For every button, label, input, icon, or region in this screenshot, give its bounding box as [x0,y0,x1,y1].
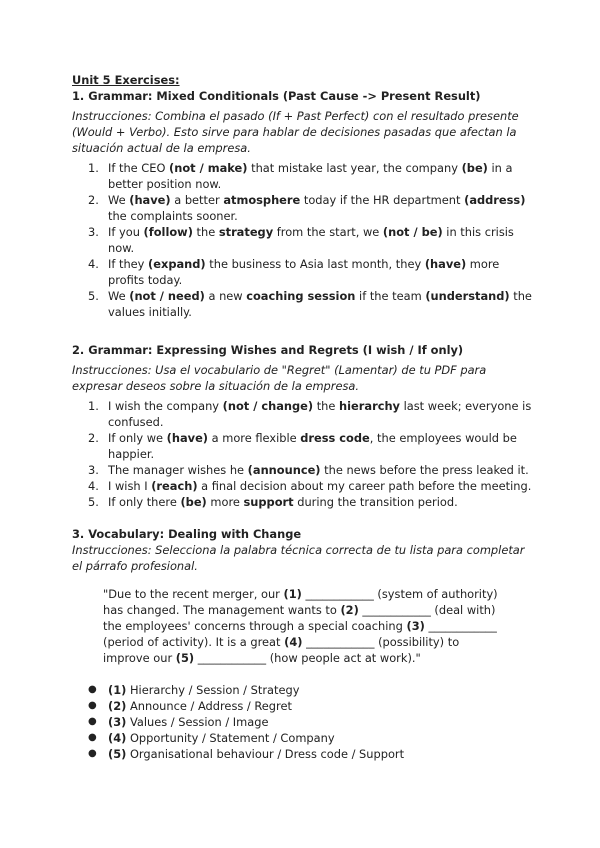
bold-term: (be) [180,495,207,509]
bullet-icon: ● [88,684,97,695]
text-fragment: We [108,193,130,207]
bold-term: (expand) [148,257,206,271]
section2-exercise-list [72,398,532,510]
option-text: Organisational behaviour / Dress code / Support [126,747,405,761]
exercise-number: 2. [88,431,99,445]
text-fragment: a better [170,193,224,207]
text-fragment: the [313,399,340,413]
option-text: Opportunity / Statement / Company [126,731,335,745]
exercise-number: 4. [88,257,99,271]
section1-heading: 1. Grammar: Mixed Conditionals (Past Cause -> Present Result) [72,89,481,103]
exercise-number: 3. [88,225,99,239]
section1-instructions: Instrucciones: Combina el pasado (If + Past Perfect) con el resultado presente (Would + Verbo). Esto sirve para hablar de decisiones pasadas que afectan la situación actual de la empresa. [72,109,519,155]
text-fragment: ____________ (system of authority) has changed. The management wants to [103,587,498,617]
text-fragment: the [192,225,219,239]
option-text: Values / Session / Image [126,715,269,729]
bold-term: support [243,495,294,509]
text-fragment: in this crisis now. [108,225,514,255]
bold-term: strategy [218,225,274,239]
bullet-icon: ● [88,700,97,711]
exercise-item [72,160,532,192]
bold-term: (have) [166,431,209,445]
text-fragment: If they [108,257,149,271]
text-fragment: the values initially. [108,289,532,319]
text-fragment: the complaints sooner. [108,209,238,223]
vocabulary-options-list [72,682,532,762]
bold-term: (1) [283,587,302,601]
text-fragment: more profits today. [108,257,500,287]
section2-instructions: Instrucciones: Usa el vocabulario de "Regret" (Lamentar) de tu PDF para expresar deseos sobre la situación de la empresa. [72,363,487,393]
option-text: Hierarchy / Session / Strategy [126,683,300,697]
option-text: Announce / Address / Regret [126,699,292,713]
text-fragment: today if the HR department [300,193,465,207]
exercise-item [72,398,532,430]
exercise-number: 5. [88,289,99,303]
exercise-item [72,494,532,510]
section3-heading: 3. Vocabulary: Dealing with Change [72,527,302,541]
bold-term: (understand) [425,289,510,303]
bullet-icon: ● [88,748,97,759]
bold-term: atmosphere [223,193,301,207]
exercise-item [72,224,532,256]
vocabulary-option [72,682,532,698]
text-fragment: , the employees would be happier. [108,431,517,461]
bold-term: (follow) [143,225,193,239]
exercise-number: 2. [88,193,99,207]
bold-term: (have) [424,257,467,271]
text-fragment: ____________ (how people act at work)." [194,651,421,665]
bold-term: (3) [406,619,425,633]
bold-term: (reach) [151,479,198,493]
text-fragment: If only there [108,495,181,509]
bold-term: (4) [284,635,303,649]
text-fragment: ____________ (deal with) the employees' concerns through a special coaching [103,603,496,633]
bold-term: (not / need) [129,289,205,303]
vocabulary-option [72,746,532,762]
text-fragment: a more flexible [208,431,301,445]
bold-term: coaching session [246,289,356,303]
bold-term: (not / change) [222,399,314,413]
text-fragment: If you [108,225,144,239]
text-fragment: last week; everyone is confused. [108,399,532,429]
text-fragment: a final decision about my career path before the meeting. [197,479,532,493]
bold-term: (have) [129,193,171,207]
text-fragment: during the transition period. [293,495,458,509]
option-number: (5) [108,747,127,761]
exercise-item [72,288,532,320]
bold-term: (announce) [247,463,321,477]
option-number: (4) [108,731,127,745]
text-fragment: ____________ (period of activity). It is a great [103,619,497,649]
bold-term: (be) [461,161,488,175]
text-fragment: The manager wishes he [108,463,248,477]
option-number: (2) [108,699,127,713]
text-fragment: I wish the company [108,399,223,413]
vocabulary-option [72,730,532,746]
vocabulary-option [72,714,532,730]
text-fragment: the business to Asia last month, they [205,257,425,271]
bold-term: (5) [175,651,195,665]
bold-term: (not / make) [169,161,248,175]
bullet-icon: ● [88,732,97,743]
text-fragment: that mistake last year, the company [247,161,462,175]
exercise-item [72,430,532,462]
text-fragment: We [108,289,130,303]
text-fragment: If the CEO [108,161,170,175]
text-fragment: the news before the press leaked it. [320,463,529,477]
exercise-number: 5. [88,495,99,509]
bold-term: (address) [464,193,526,207]
bold-term: (not / be) [382,225,443,239]
bold-term: dress code [300,431,370,445]
option-number: (3) [108,715,127,729]
exercise-item [72,478,532,494]
vocabulary-option [72,698,532,714]
exercise-number: 4. [88,479,99,493]
bullet-icon: ● [88,716,97,727]
bold-term: hierarchy [339,399,400,413]
text-fragment: in a better position now. [108,161,513,191]
text-fragment: If only we [108,431,167,445]
text-fragment: if the team [355,289,426,303]
unit-title: Unit 5 Exercises: [72,73,180,87]
exercise-number: 1. [88,399,99,413]
exercise-item [72,256,532,288]
exercise-number: 1. [88,161,99,175]
text-fragment: from the start, we [273,225,383,239]
section1-exercise-list [72,160,532,320]
section2-heading: 2. Grammar: Expressing Wishes and Regrets (I wish / If only) [72,343,464,357]
vocabulary-passage [103,586,503,666]
exercise-number: 3. [88,463,99,477]
text-fragment: "Due to the recent merger, our [103,587,284,601]
text-fragment: I wish I [108,479,152,493]
option-number: (1) [108,683,127,697]
document-content [72,72,532,762]
exercise-item [72,192,532,224]
section3-instructions: Instrucciones: Selecciona la palabra técnica correcta de tu lista para completar el párrafo profesional. [72,543,525,573]
bold-term: (2) [340,603,359,617]
text-fragment: a new [204,289,247,303]
text-fragment: more [206,495,244,509]
exercise-item [72,462,532,478]
text-fragment: ____________ (possibility) to improve our [103,635,460,665]
